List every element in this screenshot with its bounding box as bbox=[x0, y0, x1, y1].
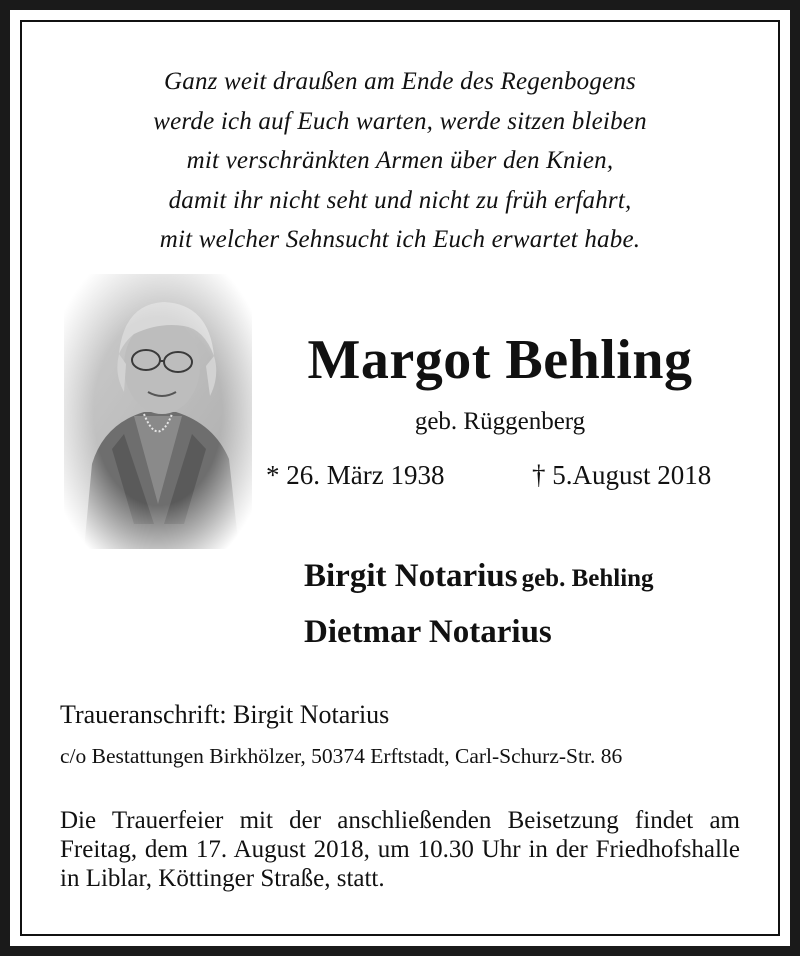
obituary-notice bbox=[10, 10, 790, 946]
life-dates bbox=[266, 460, 746, 500]
mourner-suffix: geb. Behling bbox=[521, 565, 654, 592]
ceremony-text: Die Trauerfeier mit der anschließenden Beisetzung findet am Freitag, dem 17. August 2018, um 10.30 Uhr in der Friedhofshalle in Liblar, Köttinger Straße, statt. bbox=[60, 807, 740, 892]
mourner bbox=[304, 614, 552, 651]
poem-line: Ganz weit draußen am Ende des Regenbogens bbox=[163, 68, 636, 95]
address-label: Traueranschrift: Birgit Notarius bbox=[60, 700, 390, 729]
poem-line: damit ihr nicht seht und nicht zu früh erfahrt, bbox=[168, 186, 632, 214]
mourner-name: Birgit Notarius bbox=[304, 558, 518, 594]
poem bbox=[10, 62, 790, 260]
portrait-photo bbox=[64, 274, 252, 549]
mourner-name: Dietmar Notarius bbox=[304, 614, 552, 650]
birth-date: * 26. März 1938 bbox=[266, 460, 445, 490]
maiden-name: geb. Rüggenberg bbox=[414, 408, 586, 435]
poem-line: mit welcher Sehnsucht ich Euch erwartet habe. bbox=[159, 226, 641, 253]
mourner bbox=[304, 558, 654, 595]
death-date: † 5.August 2018 bbox=[532, 460, 712, 490]
address-line: c/o Bestattungen Birkhölzer, 50374 Erftstadt, Carl-Schurz-Str. 86 bbox=[60, 744, 623, 768]
poem-line: mit verschränkten Armen über den Knien, bbox=[186, 147, 614, 174]
poem-line: werde ich auf Euch warten, werde sitzen bleiben bbox=[153, 107, 647, 135]
deceased-name: Margot Behling bbox=[307, 329, 693, 391]
